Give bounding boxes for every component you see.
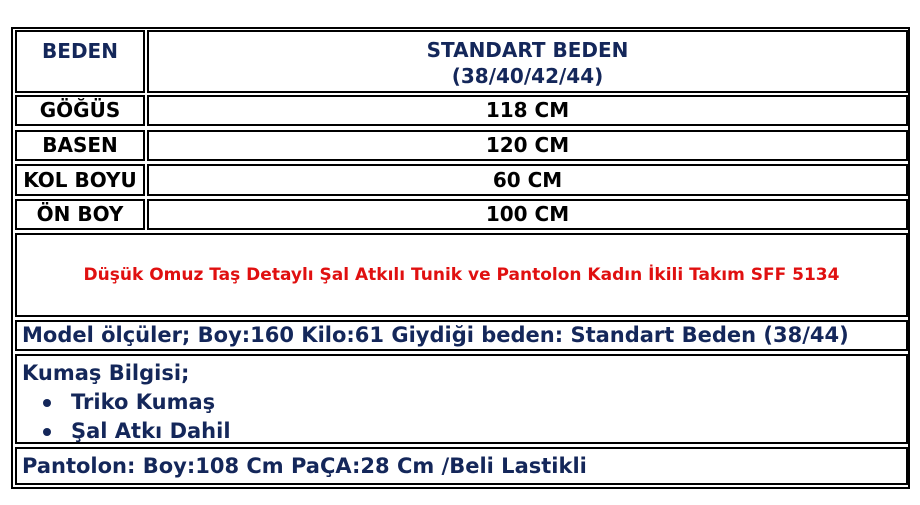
- row-basen-label-cell: [15, 130, 145, 161]
- fabric-info-cell: [15, 354, 908, 444]
- fabric-list: [17, 388, 906, 446]
- pants-info-cell: [15, 447, 908, 485]
- row-gogus-value-cell: [147, 95, 908, 126]
- model-info: Model ölçüler; Boy:160 Kilo:61 Giydiği beden: Standart Beden (38/44): [22, 323, 849, 347]
- row-label: ÖN BOY: [36, 202, 124, 226]
- row-basen-value-cell: [147, 130, 908, 161]
- pants-info: Pantolon: Boy:108 Cm PaÇA:28 Cm /Beli Lastikli: [22, 454, 587, 478]
- row-label: KOL BOYU: [23, 168, 137, 192]
- header-sizes-label: (38/40/42/44): [451, 64, 604, 88]
- bullet-icon: [43, 428, 51, 436]
- row-kolboyu-label-cell: [15, 164, 145, 196]
- list-item-text: Triko Kumaş: [71, 390, 216, 414]
- product-title: Düşük Omuz Taş Detaylı Şal Atkılı Tunik ve Pantolon Kadın İkili Takım SFF 5134: [83, 265, 840, 285]
- header-standart-label: STANDART BEDEN: [426, 38, 629, 62]
- row-value: 100 CM: [485, 202, 570, 226]
- row-label: BASEN: [42, 133, 118, 157]
- row-kolboyu-value-cell: [147, 164, 908, 196]
- fabric-heading: Kumaş Bilgisi;: [22, 361, 190, 385]
- list-item: [17, 417, 906, 446]
- header-beden-cell: [15, 30, 145, 93]
- row-onboy-value-cell: [147, 199, 908, 230]
- product-title-cell: [15, 233, 908, 317]
- row-gogus-label-cell: [15, 95, 145, 126]
- list-item: [17, 388, 906, 417]
- row-value: 118 CM: [485, 98, 570, 122]
- model-info-cell: [15, 320, 908, 351]
- row-value: 120 CM: [485, 133, 570, 157]
- header-beden-label: BEDEN: [42, 39, 118, 63]
- row-label: GÖĞÜS: [39, 98, 121, 122]
- row-onboy-label-cell: [15, 199, 145, 230]
- list-item-text: Şal Atkı Dahil: [71, 419, 231, 443]
- header-standart-cell: [147, 30, 908, 93]
- bullet-icon: [43, 399, 51, 407]
- row-value: 60 CM: [492, 168, 563, 192]
